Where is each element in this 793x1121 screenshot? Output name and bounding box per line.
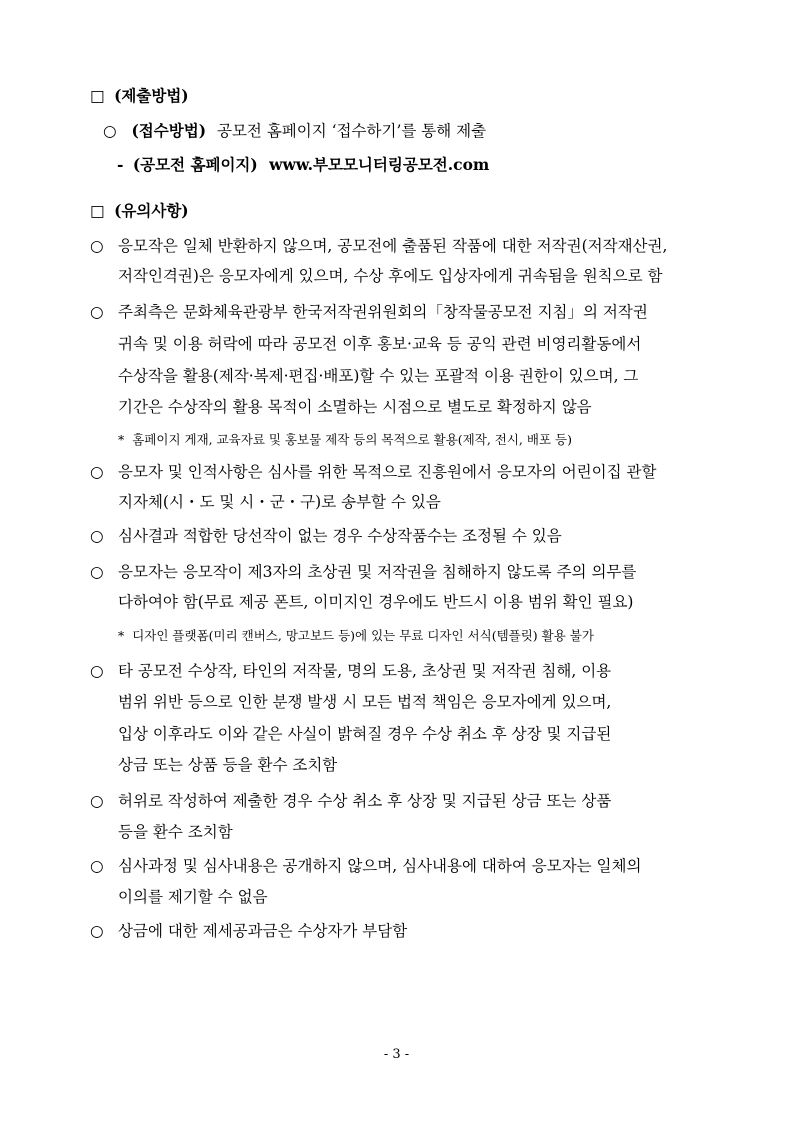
asterisk-icon: *: [118, 432, 125, 447]
note-item-line: 지자체(시・도 및 시・군・구)로 송부할 수 있음: [118, 493, 441, 511]
note-item-line: 허위로 작성하여 제출한 경우 수상 취소 후 상장 및 지급된 상금 또는 상품: [118, 792, 612, 810]
circle-bullet-icon: ○: [90, 922, 104, 940]
note-item-line: 심사결과 적합한 당선작이 없는 경우 수상작품수는 조정될 수 있음: [118, 527, 562, 545]
circle-bullet-icon: ○: [90, 463, 104, 481]
note-item-line: 타 공모전 수상작, 타인의 저작물, 명의 도용, 초상권 및 저작권 침해, 이용: [118, 662, 612, 680]
circle-bullet-icon: ○: [90, 662, 104, 680]
note-item-line: 입상 이후라도 이와 같은 사실이 밝혀질 경우 수상 취소 후 상장 및 지급된: [118, 725, 612, 743]
note-item-line: 수상작을 활용(제작·복제·편집·배포)할 수 있는 포괄적 이용 권한이 있으며, 그: [118, 367, 639, 385]
note-item-line: 응모작은 일체 반환하지 않으며, 공모전에 출품된 작품에 대한 저작권(저작재산권,: [118, 237, 668, 255]
section-notes-heading: □ (유의사항): [90, 201, 189, 220]
circle-bullet-icon: ○: [103, 122, 117, 140]
note-item-line: 주최측은 문화체육관광부 한국저작권위원회의「창작물공모전 지침」의 저작권: [118, 303, 648, 321]
note-item-line: 응모자 및 인적사항은 심사를 위한 목적으로 진흥원에서 응모자의 어린이집 관할: [118, 463, 657, 481]
submission-method-text: 공모전 홈페이지 ‘접수하기’를 통해 제출: [216, 122, 487, 140]
homepage-label: (공모전 홈페이지): [132, 155, 258, 174]
circle-bullet-icon: ○: [90, 857, 104, 875]
circle-bullet-icon: ○: [90, 237, 104, 255]
note-item-line: 등을 환수 조치함: [118, 823, 233, 841]
asterisk-icon: *: [118, 628, 125, 643]
checkbox-square-icon: □: [90, 87, 105, 105]
submission-method-label: (접수방법): [131, 121, 207, 140]
section-submission-heading: □ (제출방법): [90, 86, 189, 105]
note-item-line: 상금 또는 상품 등을 환수 조치함: [118, 756, 338, 774]
circle-bullet-icon: ○: [90, 563, 104, 581]
circle-bullet-icon: ○: [90, 303, 104, 321]
note-item-line: 다하여야 함(무료 제공 폰트, 이미지인 경우에도 반드시 이용 범위 확인 필요): [118, 593, 634, 611]
submission-method-item: [103, 121, 486, 141]
note-item-line: 상금에 대한 제세공과금은 수상자가 부담함: [118, 922, 408, 940]
note-remark: * 디자인 플랫폼(미리 캔버스, 망고보드 등)에 있는 무료 디자인 서식(템플릿) 활용 불가: [118, 628, 594, 643]
note-item-line: 이의를 제기할 수 없음: [118, 888, 268, 906]
note-item-line: 심사과정 및 심사내용은 공개하지 않으며, 심사내용에 대하여 응모자는 일체의: [118, 857, 642, 875]
note-item-line: 귀속 및 이용 허락에 따라 공모전 이후 홍보·교육 등 공익 관련 비영리활동에서: [118, 335, 642, 353]
note-remark: * 홈페이지 게재, 교육자료 및 홍보물 제작 등의 목적으로 활용(제작, 전시, 배포 등): [118, 432, 572, 447]
note-item-line: 응모자는 응모작이 제3자의 초상권 및 저작권을 침해하지 않도록 주의 의무를: [118, 563, 637, 581]
checkbox-square-icon: □: [90, 202, 105, 220]
circle-bullet-icon: ○: [90, 527, 104, 545]
note-item-line: 범위 위반 등으로 인한 분쟁 발생 시 모든 법적 책임은 응모자에게 있으며,: [118, 693, 612, 711]
circle-bullet-icon: ○: [90, 792, 104, 810]
page-number: - 3 -: [383, 1047, 410, 1062]
homepage-url: www.부모모니터링공모전.com: [269, 155, 490, 174]
homepage-item: - (공모전 홈페이지) www.부모모니터링공모전.com: [117, 155, 490, 174]
note-item-line: 기간은 수상작의 활용 목적이 소멸하는 시점으로 별도로 확정하지 않음: [118, 398, 592, 416]
note-item-line: 저작인격권)은 응모자에게 있으며, 수상 후에도 입상자에게 귀속됨을 원칙으로 함: [118, 267, 663, 285]
